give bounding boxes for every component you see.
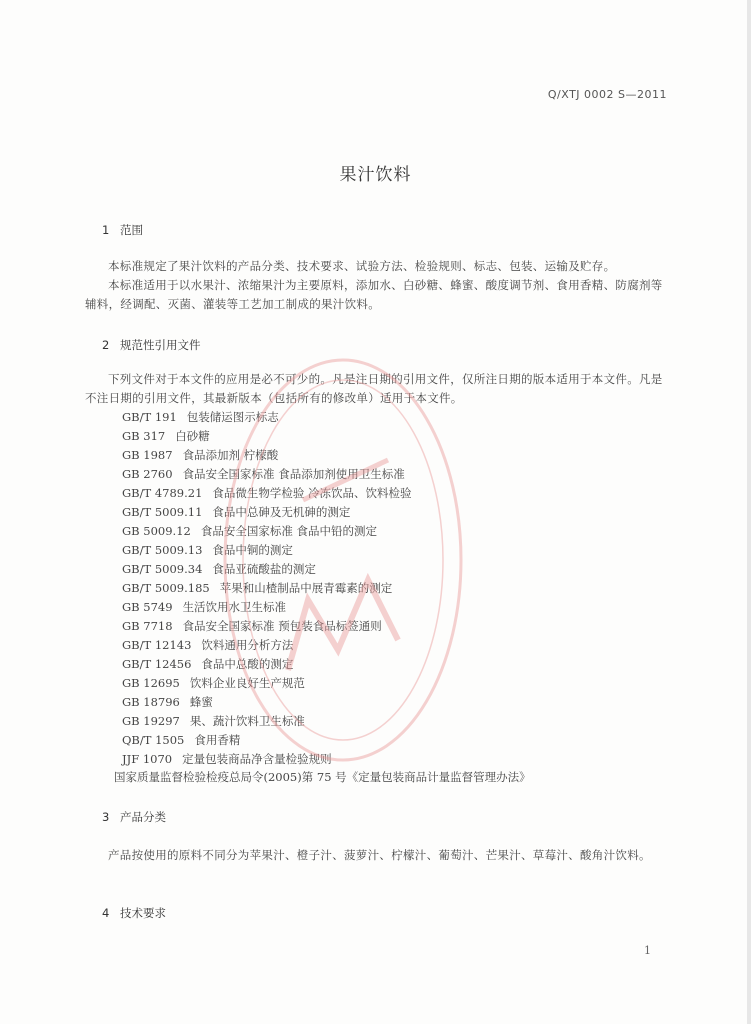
- section-number: 1: [102, 223, 110, 237]
- reference-item: [122, 598, 412, 617]
- references-intro: 下列文件对于本文件的应用是必不可少的。凡是注日期的引用文件，仅所注日期的版本适用于本文件。凡是不注日期的引用文件，其最新版本（包括所有的修改单）适用于本文件。: [85, 372, 663, 405]
- reference-code: GB 317: [122, 429, 166, 443]
- reference-decree: 国家质量监督检验检疫总局令(2005)第 75 号《定量包装商品计量监督管理办法》: [114, 770, 531, 784]
- reference-title: 果、蔬汁饮料卫生标准: [189, 714, 305, 728]
- reference-title: 食品中总砷及无机砷的测定: [212, 505, 351, 519]
- section-number: 4: [102, 906, 110, 920]
- reference-title: 苹果和山楂制品中展青霉素的测定: [219, 581, 393, 595]
- reference-code: JJF 1070: [122, 752, 173, 766]
- reference-code: GB/T 12456: [122, 657, 192, 671]
- classification-paragraph: 产品按使用的原料不同分为苹果汁、橙子汁、菠萝汁、柠檬汁、葡萄汁、芒果汁、草莓汁、酸角汁饮料。: [108, 848, 651, 862]
- section-title: 技术要求: [120, 906, 166, 920]
- reference-code: GB 5749: [122, 600, 173, 614]
- reference-title: 食品添加剂 柠檬酸: [182, 448, 279, 462]
- scope-paragraph-1: 本标准规定了果汁饮料的产品分类、技术要求、试验方法、检验规则、标志、包装、运输及贮存。: [108, 259, 616, 273]
- reference-item: [122, 560, 412, 579]
- reference-title: 食品微生物学检验 冷冻饮品、饮料检验: [212, 486, 412, 500]
- reference-code: GB/T 5009.34: [122, 562, 203, 576]
- reference-code: GB/T 191: [122, 410, 177, 424]
- section-3-heading: [102, 809, 166, 825]
- section-title: 规范性引用文件: [120, 338, 201, 352]
- reference-code: GB 12695: [122, 676, 180, 690]
- reference-title: 白砂糖: [175, 429, 210, 443]
- page-title: 果汁饮料: [339, 165, 412, 185]
- scope-paragraph-2: 本标准适用于以水果汁、浓缩果汁为主要原料，添加水、白砂糖、蜂蜜、酸度调节剂、食用香精、防腐剂等辅料，经调配、灭菌、灌装等工艺加工制成的果汁饮料。: [85, 278, 663, 311]
- section-4-heading: [102, 905, 166, 921]
- section-2-heading: [102, 337, 201, 353]
- reference-code: GB 18796: [122, 695, 180, 709]
- section-number: 3: [102, 810, 110, 824]
- page-number: 1: [644, 944, 651, 957]
- reference-code: QB/T 1505: [122, 733, 185, 747]
- reference-item: [122, 579, 412, 598]
- reference-code: GB 1987: [122, 448, 173, 462]
- section-title: 产品分类: [120, 810, 166, 824]
- reference-list: [122, 408, 412, 769]
- reference-item: [122, 636, 412, 655]
- reference-code: GB 5009.12: [122, 524, 191, 538]
- reference-title: 食用香精: [194, 733, 241, 747]
- section-title: 范围: [120, 223, 143, 237]
- reference-item: [122, 750, 412, 769]
- reference-item: [122, 693, 412, 712]
- section-1-heading: [102, 222, 143, 238]
- reference-item: [122, 484, 412, 503]
- reference-code: GB/T 5009.185: [122, 581, 210, 595]
- reference-item: [122, 712, 412, 731]
- reference-title: 蜂蜜: [189, 695, 213, 709]
- reference-item: [122, 522, 412, 541]
- reference-title: 食品安全国家标准 食品中铅的测定: [200, 524, 378, 538]
- reference-title: 食品中铜的测定: [212, 543, 293, 557]
- reference-item: [122, 427, 412, 446]
- reference-title: 包装储运图示标志: [186, 410, 279, 424]
- document-code: Q/XTJ 0002 S—2011: [547, 88, 667, 101]
- reference-item: [122, 674, 412, 693]
- reference-code: GB/T 12143: [122, 638, 192, 652]
- reference-item: [122, 465, 412, 484]
- reference-code: GB 19297: [122, 714, 180, 728]
- reference-item: [122, 408, 412, 427]
- reference-title: 食品中总酸的测定: [201, 657, 294, 671]
- reference-code: GB/T 4789.21: [122, 486, 203, 500]
- reference-item: [122, 541, 412, 560]
- reference-code: GB/T 5009.11: [122, 505, 203, 519]
- reference-title: 生活饮用水卫生标准: [182, 600, 287, 614]
- reference-item: [122, 617, 412, 636]
- reference-title: 食品亚硫酸盐的测定: [212, 562, 316, 576]
- reference-title: 食品安全国家标准 食品添加剂使用卫生标准: [182, 467, 405, 481]
- reference-title: 食品安全国家标准 预包装食品标签通则: [182, 619, 382, 633]
- reference-title: 饮料企业良好生产规范: [189, 676, 305, 690]
- reference-item: [122, 503, 412, 522]
- reference-item: [122, 655, 412, 674]
- section-number: 2: [102, 338, 110, 352]
- reference-item: [122, 731, 412, 750]
- reference-title: 定量包装商品净含量检验规则: [182, 752, 332, 766]
- reference-title: 饮料通用分析方法: [201, 638, 294, 652]
- reference-item: [122, 446, 412, 465]
- reference-code: GB 2760: [122, 467, 173, 481]
- reference-code: GB 7718: [122, 619, 173, 633]
- reference-code: GB/T 5009.13: [122, 543, 203, 557]
- scan-edge: [747, 0, 751, 1024]
